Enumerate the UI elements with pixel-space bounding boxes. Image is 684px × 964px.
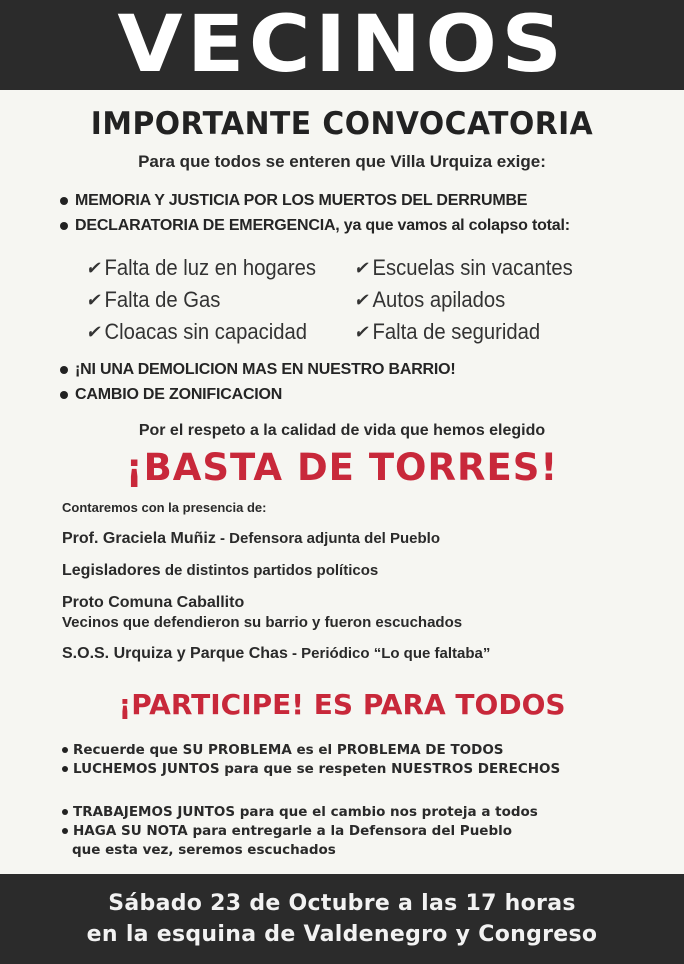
demand-text: CAMBIO DE ZONIFICACION bbox=[75, 385, 283, 403]
check-icon: ✔ bbox=[86, 321, 100, 342]
intro-text: Para que todos se enteren que Villa Urquiza exige: bbox=[138, 152, 546, 171]
footer-band bbox=[0, 874, 684, 964]
guest-name: S.O.S. Urquiza y Parque Chas bbox=[62, 645, 288, 662]
list-item bbox=[60, 213, 660, 238]
guest-item bbox=[62, 594, 244, 612]
problem-item bbox=[86, 254, 333, 282]
demands-list bbox=[60, 188, 660, 238]
presence-intro: Contaremos con la presencia de: bbox=[62, 500, 267, 515]
list-item bbox=[62, 821, 662, 840]
problem-text: Cloacas sin capacidad bbox=[104, 319, 308, 344]
guest-desc: - Defensora adjunta del Pueblo bbox=[215, 530, 441, 547]
problem-item bbox=[354, 318, 621, 346]
problems-grid bbox=[86, 254, 646, 346]
guest-desc: Vecinos que defendieron su barrio y fueron escuchados bbox=[62, 614, 463, 631]
calls-list-1 bbox=[62, 740, 662, 778]
bullet-icon bbox=[62, 747, 68, 753]
problem-item bbox=[86, 286, 333, 314]
check-icon: ✔ bbox=[354, 289, 368, 310]
call-text: HAGA SU NOTA para entregarle a la Defensora del Pueblo bbox=[73, 822, 513, 839]
respect-text: Por el respeto a la calidad de vida que hemos elegido bbox=[138, 422, 546, 439]
call-text: Recuerde que SU PROBLEMA es el PROBLEMA DE TODOS bbox=[73, 741, 504, 758]
header-band bbox=[0, 0, 684, 90]
problem-text: Falta de Gas bbox=[104, 287, 221, 312]
guest-name: Legisladores bbox=[62, 562, 161, 579]
flyer-title: VECINOS bbox=[117, 0, 567, 90]
event-date: Sábado 23 de Octubre a las 17 horas bbox=[108, 891, 576, 916]
bullet-icon bbox=[62, 766, 68, 772]
list-item bbox=[62, 802, 662, 821]
guest-desc: - Periódico “Lo que faltaba” bbox=[287, 645, 491, 662]
event-location: en la esquina de Valdenegro y Congreso bbox=[86, 922, 598, 947]
demand-text: ¡NI UNA DEMOLICION MAS EN NUESTRO BARRIO! bbox=[75, 360, 456, 378]
subtitle: IMPORTANTE CONVOCATORIA bbox=[90, 106, 594, 142]
problem-text: Falta de seguridad bbox=[372, 319, 541, 344]
problem-item bbox=[86, 318, 333, 346]
call-text: LUCHEMOS JUNTOS para que se respeten NUESTROS DERECHOS bbox=[73, 760, 561, 777]
problem-item bbox=[354, 254, 621, 282]
bullet-icon bbox=[62, 828, 68, 834]
call-text: TRABAJEMOS JUNTOS para que el cambio nos proteja a todos bbox=[73, 803, 538, 820]
slogan-heading: ¡BASTA DE TORRES! bbox=[125, 446, 559, 489]
bullet-icon bbox=[60, 197, 68, 205]
list-item bbox=[62, 759, 662, 778]
list-item bbox=[62, 840, 662, 859]
bullet-icon bbox=[60, 391, 68, 399]
bullet-icon bbox=[60, 222, 68, 230]
problem-text: Autos apilados bbox=[372, 287, 506, 312]
bullet-icon bbox=[62, 809, 68, 815]
call-heading: ¡PARTICIPE! ES PARA TODOS bbox=[118, 688, 566, 721]
list-item bbox=[60, 382, 660, 407]
demands-list-2 bbox=[60, 357, 660, 407]
guest-item-desc bbox=[62, 614, 462, 632]
guest-name: Prof. Graciela Muñiz bbox=[62, 530, 216, 547]
guest-item bbox=[62, 645, 490, 663]
check-icon: ✔ bbox=[86, 289, 100, 310]
guest-item bbox=[62, 530, 440, 548]
check-icon: ✔ bbox=[86, 257, 100, 278]
demand-text: MEMORIA Y JUSTICIA POR LOS MUERTOS DEL DERRUMBE bbox=[75, 191, 528, 209]
calls-list-2 bbox=[62, 802, 662, 859]
check-icon: ✔ bbox=[354, 321, 368, 342]
problem-text: Escuelas sin vacantes bbox=[372, 255, 573, 280]
check-icon: ✔ bbox=[354, 257, 368, 278]
call-text: que esta vez, seremos escuchados bbox=[72, 841, 336, 858]
guest-item bbox=[62, 562, 378, 580]
guest-desc: de distintos partidos políticos bbox=[160, 562, 379, 579]
list-item bbox=[62, 740, 662, 759]
problem-text: Falta de luz en hogares bbox=[104, 255, 317, 280]
list-item bbox=[60, 357, 660, 382]
list-item bbox=[60, 188, 660, 213]
bullet-icon bbox=[60, 366, 68, 374]
demand-text: DECLARATORIA DE EMERGENCIA, ya que vamos al colapso total: bbox=[75, 216, 570, 234]
guest-name: Proto Comuna Caballito bbox=[62, 594, 245, 611]
problem-item bbox=[354, 286, 621, 314]
